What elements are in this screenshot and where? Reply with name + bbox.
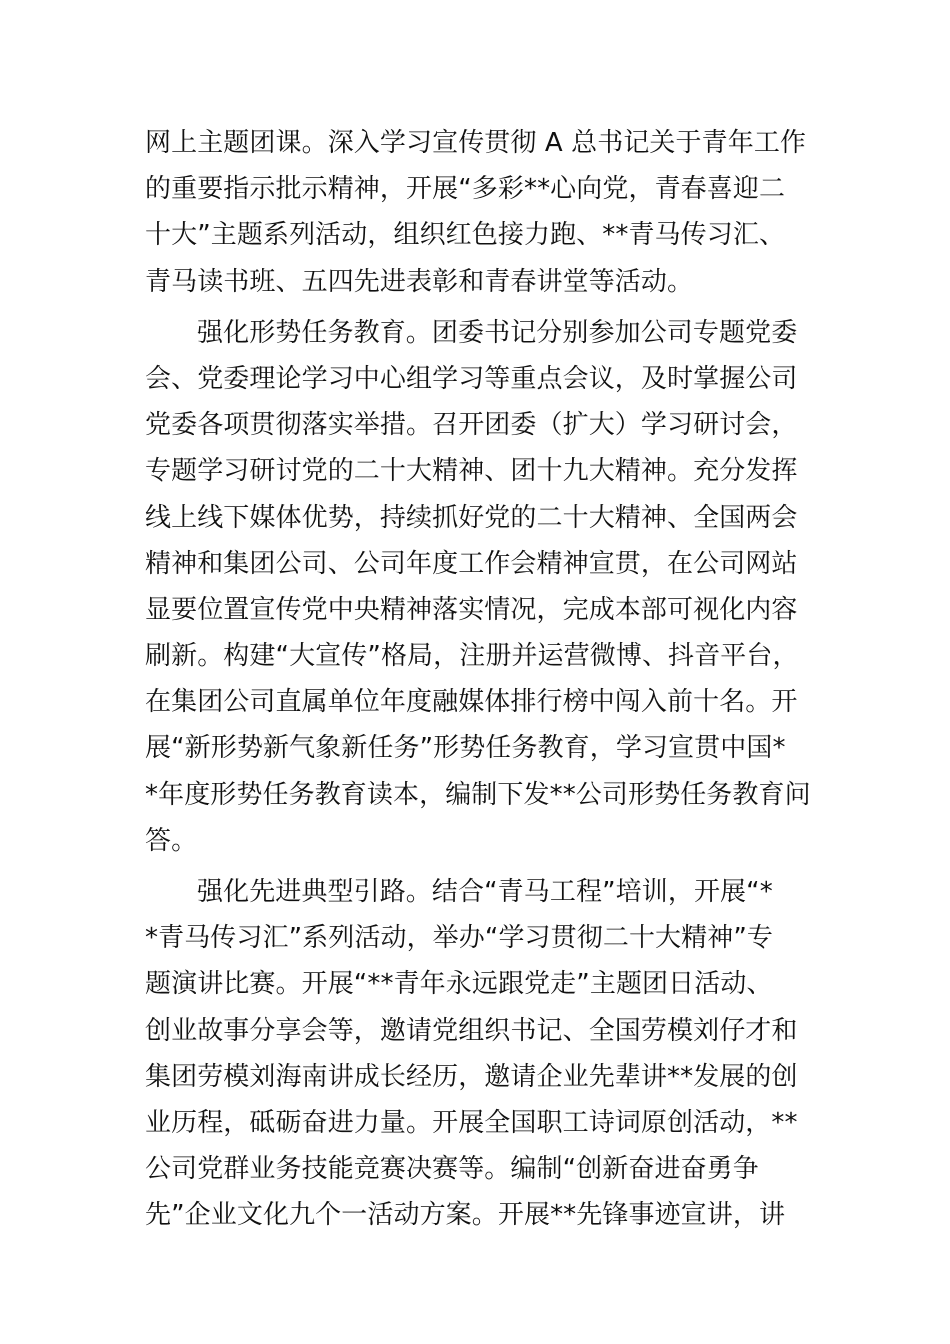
text-line: 公司党群业务技能竞赛决赛等。编制“创新奋进奋勇争: [145, 1154, 759, 1185]
text-line: 先”企业文化九个一活动方案。开展**先锋事迹宣讲，讲: [145, 1200, 786, 1231]
text-line: 的重要指示批示精神，开展“多彩**心向党，青春喜迎二: [145, 174, 786, 205]
text-line: 题演讲比赛。开展“**青年永远跟党走”主题团日活动、: [145, 969, 773, 1000]
text-line: *青马传习汇”系列活动，举办“学习贯彻二十大精神”专: [145, 923, 774, 954]
text-line: 集团劳模刘海南讲成长经历，邀请企业先辈讲**发展的创: [145, 1061, 798, 1092]
text-line: 强化形势任务教育。团委书记分别参加公司专题党委: [197, 317, 798, 348]
text-line: *年度形势任务教育读本，编制下发**公司形势任务教育问: [145, 779, 811, 810]
text-line: 显要位置宣传党中央精神落实情况，完成本部可视化内容: [145, 594, 798, 625]
text-line: 强化先进典型引路。结合“青马工程”培训，开展“*: [197, 877, 773, 907]
body-text: [145, 120, 811, 1239]
text-line: 线上线下媒体优势，持续抓好党的二十大精神、全国两会: [145, 502, 798, 533]
text-line: 精神和集团公司、公司年度工作会精神宣贯，在公司网站: [145, 548, 798, 579]
text-line: 青马读书班、五四先进表彰和青春讲堂等活动。: [145, 266, 694, 297]
text-line: 十大”主题系列活动，组织红色接力跑、**青马传习汇、: [145, 220, 786, 251]
text-line: 业历程，砥砺奋进力量。开展全国职工诗词原创活动，**: [145, 1107, 798, 1138]
text-line: 答。: [145, 825, 198, 856]
text-line: 在集团公司直属单位年度融媒体排行榜中闯入前十名。开: [145, 687, 798, 718]
paragraph-3: [145, 869, 805, 1239]
text-line: 党委各项贯彻落实举措。召开团委（扩大）学习研讨会，: [145, 410, 798, 441]
text-line: 网上主题团课。深入学习宣传贯彻 A 总书记关于青年工作: [145, 128, 807, 158]
paragraph-2: [145, 310, 811, 864]
text-line: 创业故事分享会等，邀请党组织书记、全国劳模刘仔才和: [145, 1015, 798, 1046]
paragraph-1: [145, 120, 805, 305]
text-line: 展“新形势新气象新任务”形势任务教育，学习宣贯中国*: [145, 733, 786, 764]
text-line: 专题学习研讨党的二十大精神、团十九大精神。充分发挥: [145, 456, 798, 487]
text-line: 会、党委理论学习中心组学习等重点会议，及时掌握公司: [145, 363, 798, 394]
text-line: 刷新。构建“大宣传”格局，注册并运营微博、抖音平台，: [145, 641, 799, 672]
